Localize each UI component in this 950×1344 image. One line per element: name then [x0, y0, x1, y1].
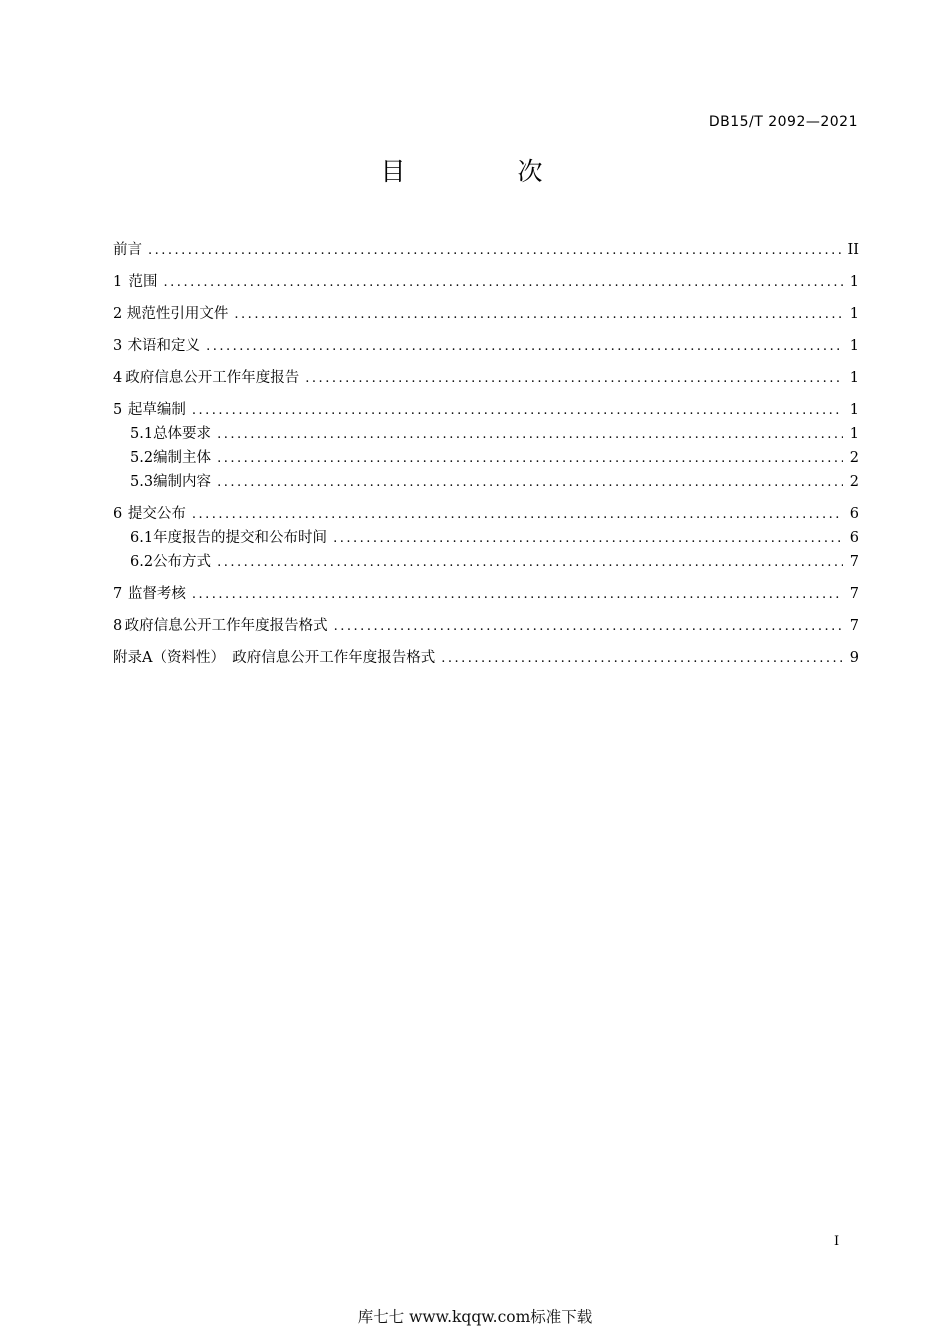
toc-entry-page: 6 — [849, 506, 859, 522]
toc-entry-number: 4 — [113, 370, 123, 386]
toc-entry[interactable] — [113, 398, 859, 422]
toc-leader-dots — [217, 423, 843, 447]
toc-entry-label: 政府信息公开工作年度报告 — [125, 370, 300, 386]
toc-entry-number: 1 — [113, 274, 123, 290]
toc-leader-dots — [206, 335, 843, 359]
footer-watermark: 库七七 www.kqqw.com标准下载 — [357, 1308, 593, 1326]
toc-entry[interactable] — [113, 470, 859, 494]
toc-entry-number: 5.2 — [130, 450, 154, 466]
table-of-contents — [113, 238, 859, 670]
toc-leader-dots — [148, 239, 842, 263]
toc-entry[interactable] — [113, 422, 859, 446]
toc-entry-number: 5.3 — [130, 474, 154, 490]
toc-entry-label: 公布方式 — [153, 554, 212, 570]
toc-entry[interactable] — [113, 614, 859, 638]
toc-entry-page: II — [847, 242, 859, 258]
toc-leader-dots — [217, 447, 843, 471]
toc-entry[interactable] — [113, 582, 859, 606]
toc-leader-dots — [164, 271, 843, 295]
toc-entry[interactable] — [113, 526, 859, 550]
toc-entry-number: 6.2 — [130, 554, 154, 570]
toc-entry-label: 编制主体 — [153, 450, 212, 466]
toc-entry-label: 提交公布 — [127, 506, 186, 522]
toc-entry[interactable] — [113, 446, 859, 470]
toc-entry-label: 总体要求 — [153, 426, 212, 442]
toc-entry-label: 起草编制 — [127, 402, 186, 418]
toc-entry-page: 1 — [849, 402, 859, 418]
toc-entry[interactable] — [113, 302, 859, 326]
toc-entry-page: 1 — [849, 274, 859, 290]
toc-entry-page: 1 — [849, 370, 859, 386]
toc-entry-number: 6.1 — [130, 530, 154, 546]
toc-entry-page: 7 — [849, 554, 859, 570]
toc-entry-page: 9 — [849, 650, 859, 666]
toc-entry[interactable] — [113, 270, 859, 294]
toc-leader-dots — [192, 503, 843, 527]
toc-entry[interactable] — [113, 646, 859, 670]
toc-leader-dots — [192, 583, 843, 607]
toc-entry-number: 8 — [113, 618, 123, 634]
toc-entry-number: 5.1 — [130, 426, 154, 442]
toc-entry-label: 前言 — [113, 242, 142, 258]
toc-leader-dots — [234, 303, 843, 327]
toc-entry[interactable] — [113, 366, 859, 390]
toc-entry[interactable] — [113, 334, 859, 358]
toc-leader-dots — [441, 647, 843, 671]
toc-entry-label: 政府信息公开工作年度报告格式 — [124, 618, 328, 634]
toc-leader-dots — [217, 471, 843, 495]
toc-entry-label: 术语和定义 — [127, 338, 201, 354]
toc-entry-number: 3 — [113, 338, 123, 354]
toc-entry-label: 编制内容 — [153, 474, 212, 490]
toc-entry-number: 2 — [113, 306, 123, 322]
toc-entry[interactable] — [113, 238, 859, 262]
toc-entry-page: 7 — [849, 586, 859, 602]
toc-entry-number: 6 — [113, 506, 123, 522]
toc-entry-page: 1 — [849, 306, 859, 322]
toc-entry-page: 6 — [849, 530, 859, 546]
toc-entry-page: 7 — [849, 618, 859, 634]
toc-leader-dots — [334, 615, 843, 639]
toc-entry-number: 5 — [113, 402, 123, 418]
toc-leader-dots — [192, 399, 843, 423]
page-title: 目 次 — [380, 157, 595, 186]
page-number: I — [834, 1234, 840, 1249]
toc-leader-dots — [305, 367, 843, 391]
toc-entry-label: 附录A（资料性） 政府信息公开工作年度报告格式 — [113, 650, 436, 666]
toc-entry-page: 2 — [849, 450, 859, 466]
toc-entry-label: 规范性引用文件 — [126, 306, 229, 322]
toc-entry[interactable] — [113, 550, 859, 574]
toc-entry-page: 2 — [849, 474, 859, 490]
toc-entry-page: 1 — [849, 426, 859, 442]
toc-entry[interactable] — [113, 502, 859, 526]
toc-leader-dots — [217, 551, 843, 575]
toc-entry-label: 范围 — [128, 274, 158, 290]
standard-code: DB15/T 2092—2021 — [708, 114, 858, 130]
toc-entry-label: 监督考核 — [127, 586, 186, 602]
toc-leader-dots — [333, 527, 843, 551]
toc-entry-number: 7 — [113, 586, 123, 602]
toc-entry-page: 1 — [849, 338, 859, 354]
toc-entry-label: 年度报告的提交和公布时间 — [153, 530, 328, 546]
